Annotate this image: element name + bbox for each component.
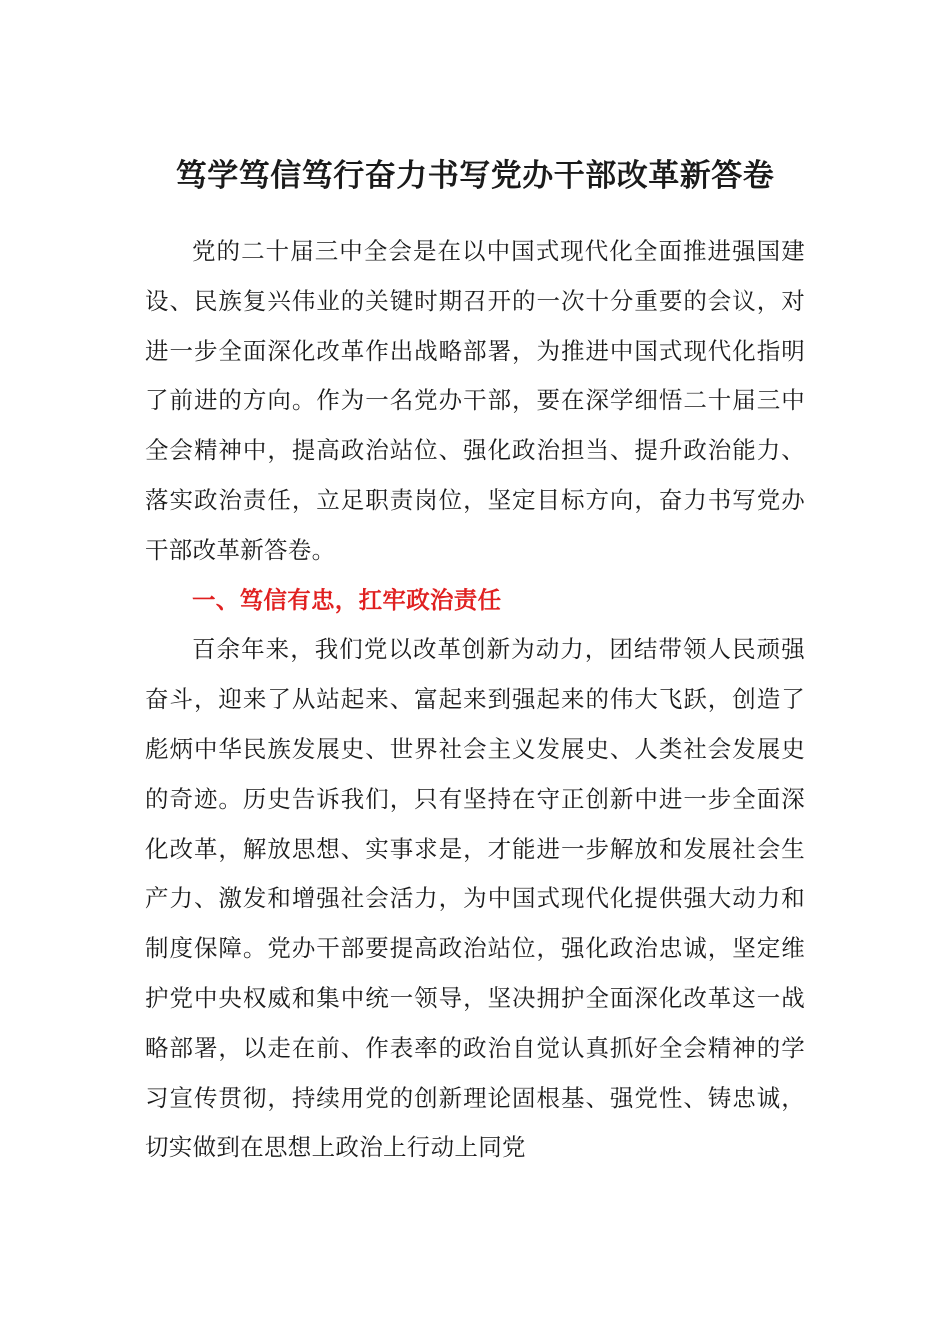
section-heading-1: 一、笃信有忠，扛牢政治责任 [192, 585, 502, 614]
intro-paragraph: 党的二十届三中全会是在以中国式现代化全面推进强国建设、民族复兴伟业的关键时期召开的一次十分重要的会议，对进一步全面深化改革作出战略部署，为推进中国式现代化指明了前进的方向。作为一名党办干部，要在深学细悟二十届三中全会精神中，提高政治站位、强化政治担当、提升政治能力、落实政治责任，立足职责岗位，坚定目标方向，奋力书写党办干部改革新答卷。 [145, 237, 805, 564]
section-1-paragraph: 百余年来，我们党以改革创新为动力，团结带领人民顽强奋斗，迎来了从站起来、富起来到强起来的伟大飞跃，创造了彪炳中华民族发展史、世界社会主义发展史、人类社会发展史的奇迹。历史告诉我们，只有坚持在守正创新中进一步全面深化改革，解放思想、实事求是，才能进一步解放和发展社会生产力、激发和增强社会活力，为中国式现代化提供强大动力和制度保障。党办干部要提高政治站位，强化政治忠诚，坚定维护党中央权威和集中统一领导，坚决拥护全面深化改革这一战略部署，以走在前、作表率的政治自觉认真抓好全会精神的学习宣传贯彻，持续用党的创新理论固根基、强党性、铸忠诚，切实做到在思想上政治上行动上同党 [145, 635, 805, 1162]
document-body [145, 227, 805, 1173]
document-title: 笃学笃信笃行奋力书写党办干部改革新答卷 [175, 158, 775, 194]
